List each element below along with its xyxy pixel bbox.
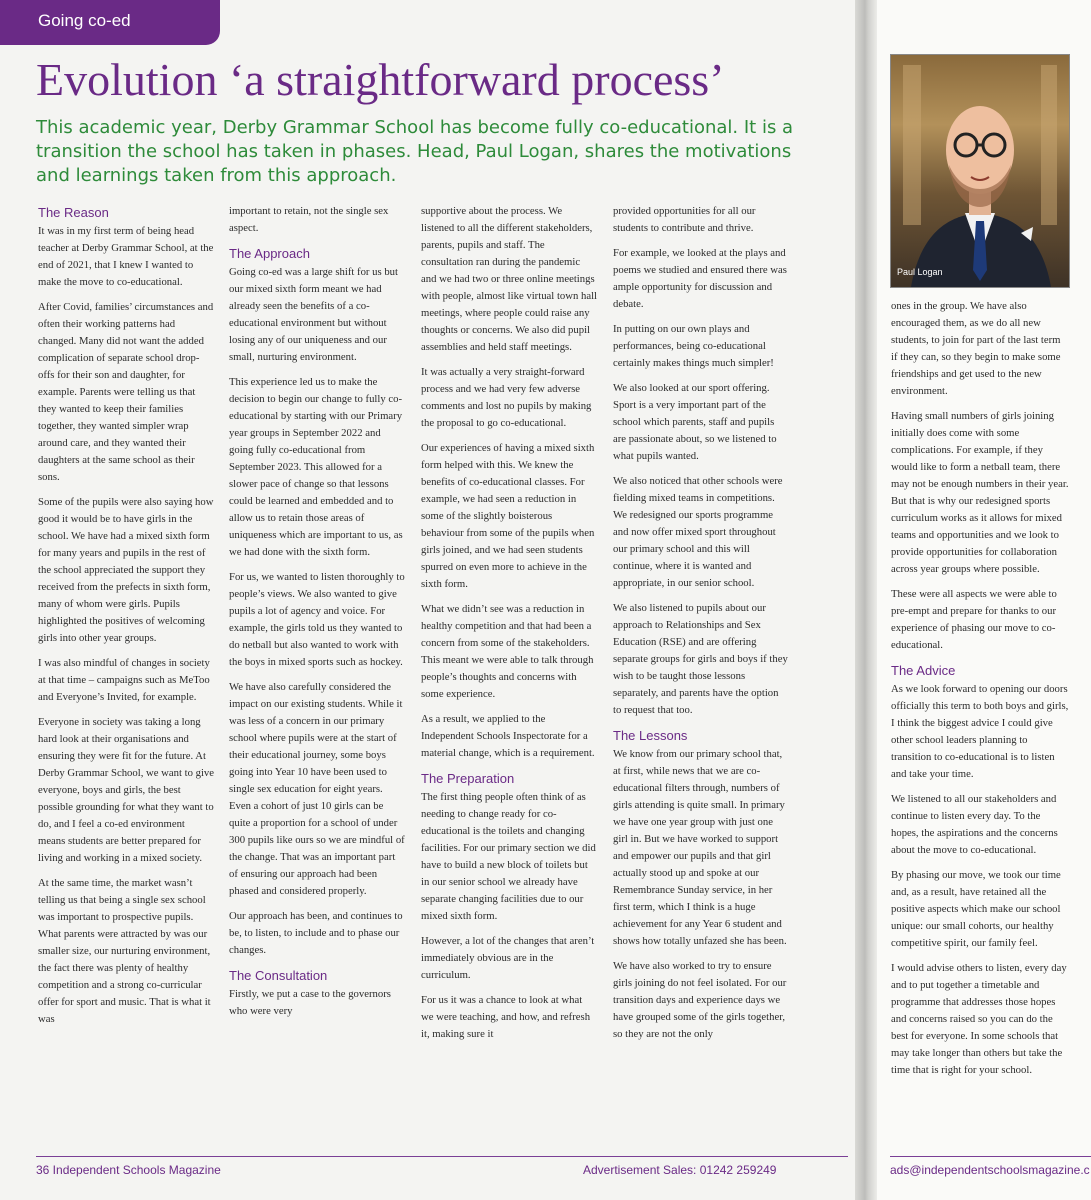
section-heading: The Consultation (229, 968, 328, 983)
body-paragraph: I was also mindful of changes in society at that time – campaigns such as MeToo and Everyone’s Invited, for example. (38, 657, 210, 703)
body-paragraph: What we didn’t see was a reduction in healthy competition and that had been a concern from some of the stakeholders. This meant we were able to talk through people’s thoughts and concerns with some experience. (421, 603, 594, 700)
body-paragraph: Our approach has been, and continues to be, to listen, to include and to phase our changes. (229, 910, 403, 956)
body-paragraph: It was actually a very straight-forward process and we had very few adverse comments and lost no pupils by making the proposal to go co-educational. (421, 366, 592, 429)
footer-rule-right (890, 1156, 1091, 1157)
body-paragraph: After Covid, families’ circumstances and often their working patterns had changed. Many did not want the added complication of separate school drop-offs for their son and daughter, for example. Parents were telling us that they wanted to keep their families together, they wanted simpler wrap around care, and they wanted their daughters at the same school as their sons. (38, 301, 214, 483)
section-tab (0, 0, 220, 45)
body-paragraph: Having small numbers of girls joining initially does come with some complications. For example, if they would like to form a netball team, there may not be enough numbers in their year. But that is why our redesigned sports curriculum works as it allows for mixed teams and opportunities and we look to provide opportunities for collaboration across year groups where possible. (891, 410, 1069, 575)
body-paragraph: We also noticed that other schools were fielding mixed teams in competitions. We redesigned our sports programme and now offer mixed sport throughout our primary school and this will continue, where it is wanted and appropriate, in our senior school. (613, 475, 783, 589)
body-paragraph: In putting on our own plays and performances, being co-educational certainly makes things much simpler! (613, 323, 774, 369)
body-paragraph: Firstly, we put a case to the governors who were very (229, 988, 391, 1017)
section-tab-label: Going co-ed (38, 11, 131, 30)
body-paragraph: Going co-ed was a large shift for us but our mixed sixth form meant we had already seen the benefits of a co-educational environment but without losing any of our uniqueness and our small, nurturing environment. (229, 266, 398, 363)
footer-email: ads@independentschoolsmagazine.c (890, 1163, 1090, 1177)
body-paragraph: For us, we wanted to listen thoroughly to people’s views. We also wanted to give pupils a lot of agency and voice. For example, the girls told us they wanted to do netball but also wanted to work with the boys in mixed sports such as hockey. (229, 571, 405, 668)
body-paragraph: We also looked at our sport offering. Sport is a very important part of the school which parents, staff and pupils are passionate about, so we listened to what pupils wanted. (613, 382, 777, 462)
section-heading: The Lessons (613, 728, 688, 743)
body-paragraph: I would advise others to listen, every day and to put together a timetable and programme that addresses those hopes and concerns raised so you can do the best for everyone. In some schools that may take longer than others but take the time that is right for your school. (891, 962, 1067, 1076)
body-paragraph: supportive about the process. We listened to all the different stakeholders, parents, pupils and staff. The consultation ran during the pandemic and we had two or three online meetings with people, almost like virtual town hall meetings, where people could raise any thoughts or concerns. We also did pupil assemblies and held staff meetings. (421, 205, 598, 353)
body-paragraph: The first thing people often think of as needing to change ready for co-educational is the toilets and changing facilities. For our primary section we did have to build a new block of toilets but in our senior school we already have separate changing facilities due to our mixed sixth form. (421, 791, 596, 922)
page-gutter (855, 0, 877, 1200)
section-heading: The Preparation (421, 771, 515, 786)
photo-caption: Paul Logan (897, 267, 943, 277)
body-paragraph: Everyone in society was taking a long hard look at their organisations and ensuring they were fit for the future. At Derby Grammar School, we want to give everyone, boys and girls, the best possible grounding for what they want to do, and I feel a co-ed environment means students are better prepared for living and working in a mixed society. (38, 716, 214, 864)
section-heading: The Advice (891, 663, 956, 678)
body-paragraph: For us it was a chance to look at what we were teaching, and how, and refresh it, making sure it (421, 994, 591, 1040)
body-paragraph: By phasing our move, we took our time and, as a result, have retained all the positive aspects which make our school unique: our small cohorts, our healthy competitive spirit, our family feel. (891, 869, 1061, 949)
footer-ad-sales: Advertisement Sales: 01242 259249 (583, 1163, 777, 1177)
body-paragraph: Our experiences of having a mixed sixth form helped with this. We knew the benefits of co-educational classes. For example, we had seen a reduction in some of the slightly boisterous behaviour from some of the pupils when girls joined, and we had seen students spurred on even more to achieve in the sixth form. (421, 442, 595, 590)
body-paragraph: We listened to all our stakeholders and continue to listen every day. To the hopes, the aspirations and the concerns about the move to co-educational. (891, 793, 1058, 856)
article-standfirst: This academic year, Derby Grammar School has become fully co-educational. It is a transition the school has taken in phases. Head, Paul Logan, shares the motivations and learnings taken from this approach. (36, 117, 794, 186)
footer-page-number: 36 Independent Schools Magazine (36, 1163, 221, 1177)
body-paragraph: Some of the pupils were also saying how good it would be to have girls in the school. We have had a mixed sixth form for many years and pupils in the rest of the school appreciated the support they received from the prefects in sixth form, many of whom were girls. Pupils highlighted the positives of welcoming girls into other year groups. (38, 496, 214, 644)
body-paragraph: This experience led us to make the decision to begin our change to fully co-educational by starting with our Primary year groups in September 2022 and going fully co-educational from September 2023. This allowed for a slower pace of change so that lessons could be learned and embedded and to allow us to retain those areas of uniqueness which are important to us, as we had done with the sixth form. (229, 376, 403, 558)
body-paragraph: We have also carefully considered the impact on our existing students. While it was less of a concern in our primary school where pupils were at the start of their educational journey, some boys going into Year 10 have been used to single sex education for eight years. Even a cohort of just 10 girls can be quite a proportion for a school of under 300 pupils like ours so we are mindful of the change. That was an important part of ensuring our approach had been phased and considered properly. (229, 681, 405, 897)
body-paragraph: provided opportunities for all our students to contribute and thrive. (613, 205, 756, 234)
section-heading: The Reason (38, 205, 109, 220)
body-paragraph: We know from our primary school that, at first, while news that we are co-educational filters through, numbers of girls attending is quite small. In primary we have one year group with just one girl in. But we have worked to support and empower our pupils and that girl actually stood up and spoke at our Remembrance Sunday service, in her first term, which I think is a huge achievement for any Year 6 student and shows how totally unfazed she has been. (613, 748, 787, 947)
portrait-illustration (891, 55, 1069, 287)
article-column-4 (613, 203, 789, 1051)
article-column-5 (891, 298, 1069, 1087)
article-column-2 (229, 203, 405, 1028)
author-photo (890, 54, 1070, 288)
article-column-3 (421, 203, 597, 1051)
body-paragraph: important to retain, not the single sex aspect. (229, 205, 389, 234)
body-paragraph: At the same time, the market wasn’t telling us that being a single sex school was important to prospective pupils. What parents were attracted by was our smaller size, our nurturing environment, the fact there was plenty of healthy competition and a strong co-curricular offer for sport and music. That is what it was (38, 877, 211, 1025)
article-column-1 (38, 204, 214, 1036)
article-title: Evolution ‘a straightforward process’ (36, 54, 725, 105)
body-paragraph: We have also worked to try to ensure girls joining do not feel isolated. For our transition days and experience days we have grouped some of the girls together, so they are not the only (613, 960, 787, 1040)
body-paragraph: As a result, we applied to the Independent Schools Inspectorate for a material change, which is a requirement. (421, 713, 595, 759)
body-paragraph: As we look forward to opening our doors officially this term to both boys and girls, I think the biggest advice I could give other school leaders planning to transition to co-educational is to listen and take your time. (891, 683, 1069, 780)
body-paragraph: It was in my first term of being head teacher at Derby Grammar School, at the end of 2021, that I knew I wanted to make the move to co-educational. (38, 225, 214, 288)
body-paragraph: ones in the group. We have also encouraged them, as we do all new students, to join for part of the last term if they can, so they begin to make some friendships and get used to the new environment. (891, 300, 1061, 397)
footer-rule-left (36, 1156, 848, 1157)
body-paragraph: For example, we looked at the plays and poems we studied and ensured there was ample opportunity for discussion and debate. (613, 247, 787, 310)
body-paragraph: These were all aspects we were able to pre-empt and prepare for thanks to our experience of phasing our move to co-educational. (891, 588, 1057, 651)
section-heading: The Approach (229, 246, 310, 261)
body-paragraph: We also listened to pupils about our approach to Relationships and Sex Education (RSE) and are offering separate groups for girls and boys if they wish to be taught those lessons separately, and parents have the option to request that too. (613, 602, 788, 716)
body-paragraph: However, a lot of the changes that aren’t immediately obvious are in the curriculum. (421, 935, 595, 981)
